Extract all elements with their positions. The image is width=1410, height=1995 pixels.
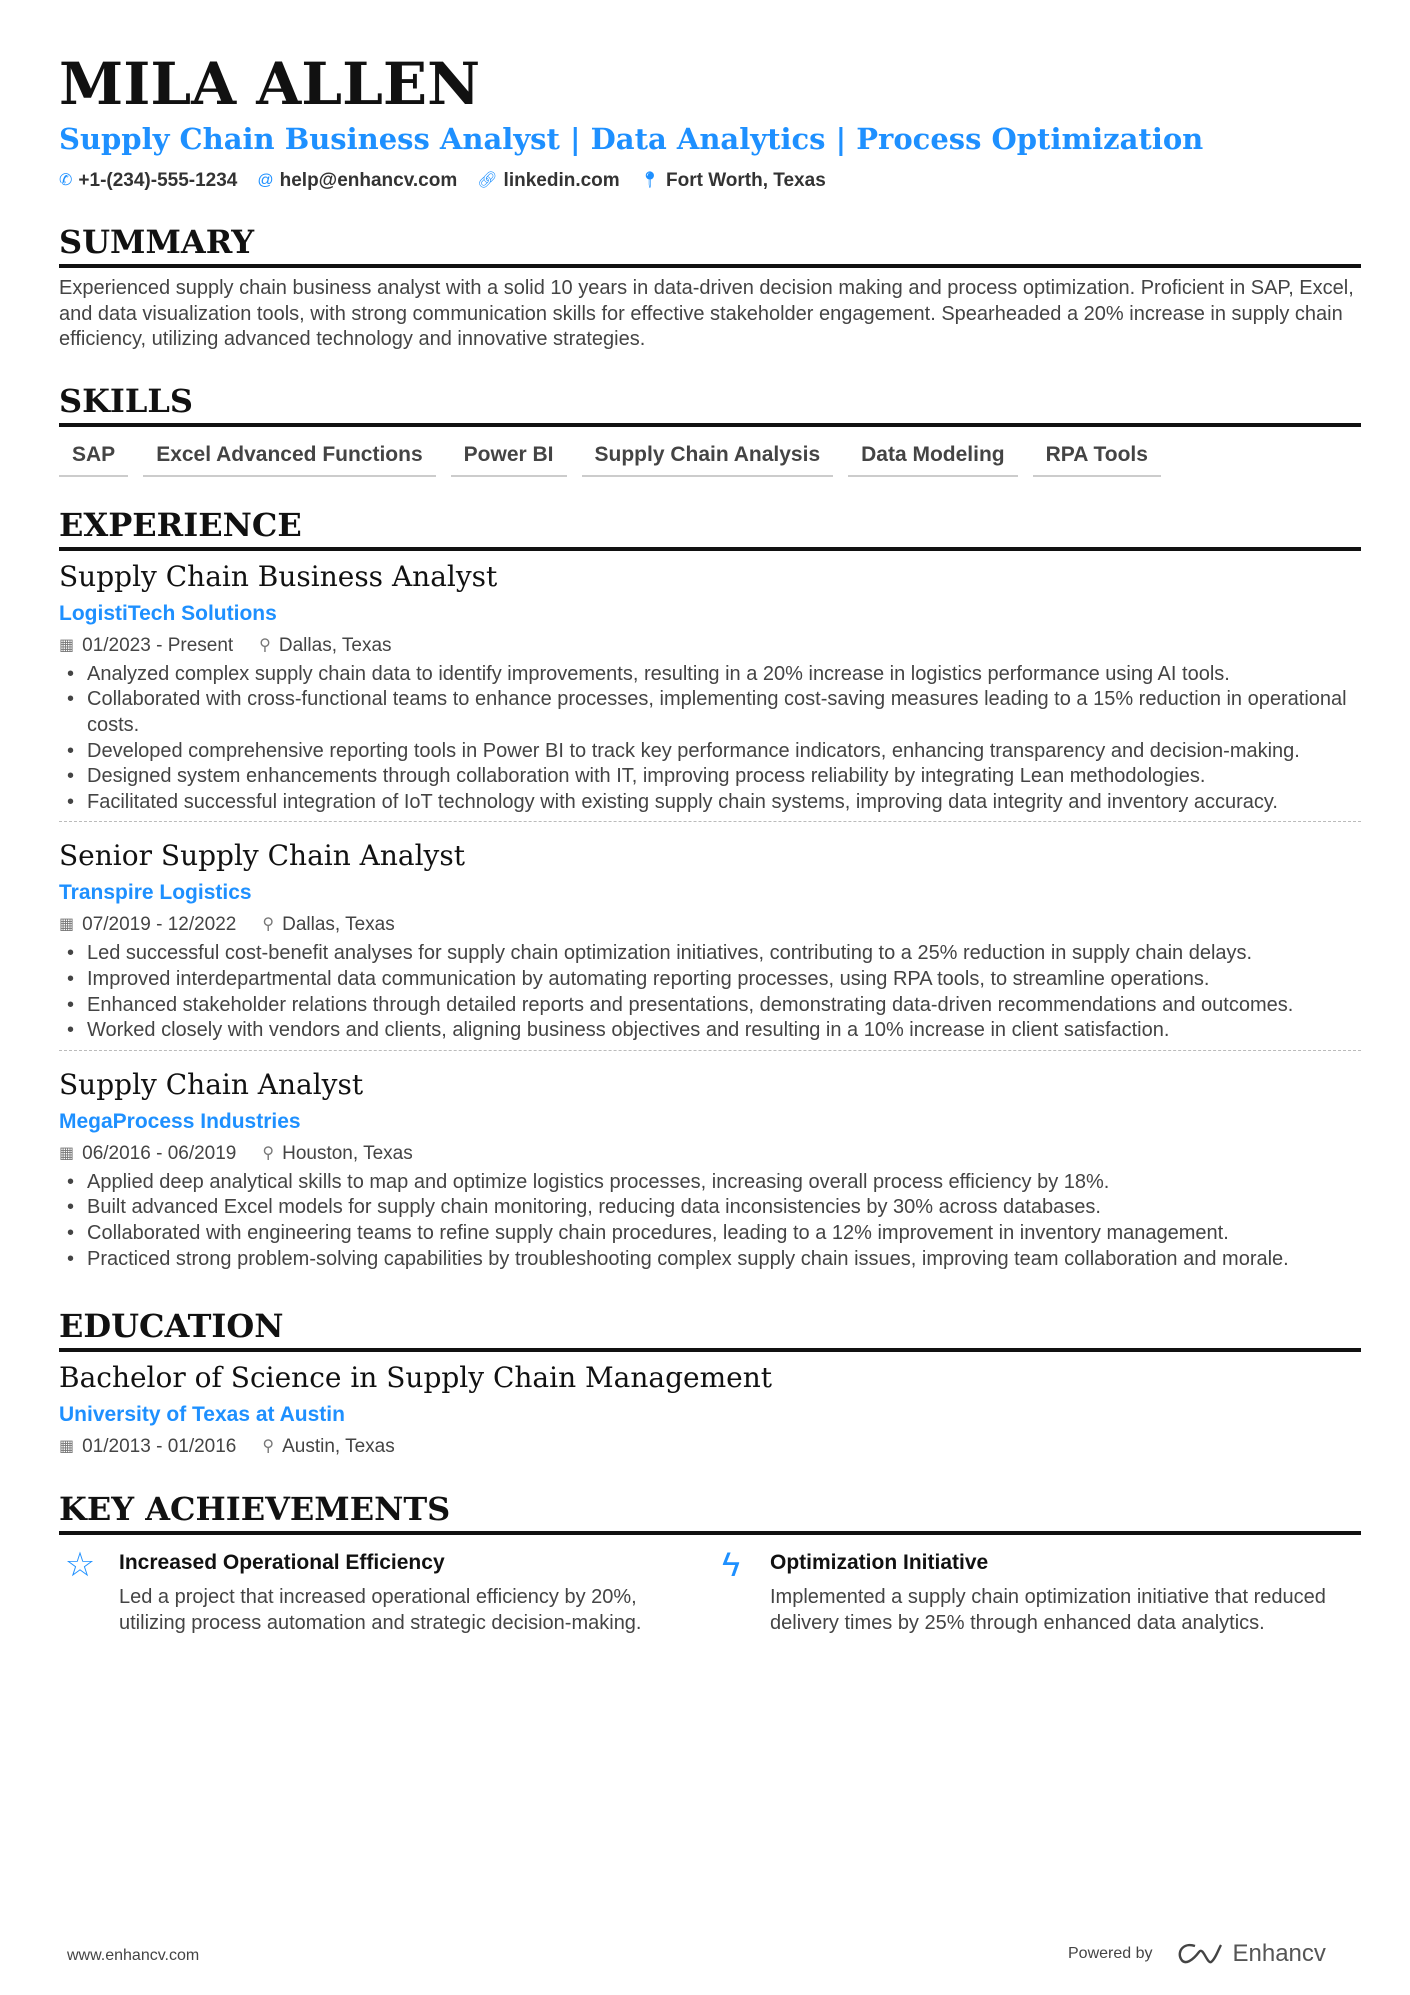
section-title: KEY ACHIEVEMENTS: [59, 1489, 1361, 1535]
section-title: EDUCATION: [59, 1306, 1361, 1352]
link-icon: 🔗︎: [477, 172, 498, 189]
contact-phone: [59, 168, 237, 194]
phone-text: +1-(234)-555-1234: [78, 170, 238, 191]
achievements-section: [59, 1489, 1361, 1636]
job-dates: 06/2016 - 06/2019: [82, 1142, 237, 1164]
skill-tag: Data Modeling: [848, 437, 1018, 477]
location-icon: ⚲: [259, 636, 271, 654]
achievement-item: [59, 1547, 710, 1636]
powered-by: Powered by: [1068, 1945, 1153, 1962]
job-bullet: • Applied deep analytical skills to map and optimize logistics processes, increasing overall process efficiency by 18%.: [59, 1170, 1361, 1196]
job-bullet: • Analyzed complex supply chain data to identify improvements, resulting in a 20% increase in logistics performance using AI tools.: [59, 662, 1361, 688]
location-icon: ⚲: [262, 1144, 275, 1162]
summary-section: [59, 222, 1361, 353]
job-dates: 01/2023 - Present: [82, 634, 234, 656]
contact-linkedin[interactable]: [477, 168, 619, 194]
calendar-icon: ▦: [59, 1144, 75, 1162]
job-bullet: • Facilitated successful integration of IoT technology with existing supply chain systems, improving data integrity and inventory accuracy.: [59, 790, 1361, 816]
bolt-icon: ϟ: [722, 1546, 740, 1585]
job-bullet: • Collaborated with cross-functional teams to enhance processes, implementing cost-saving measures leading to a 15% reduction in operational costs.: [59, 687, 1361, 738]
enhancv-logo-icon: [1177, 1942, 1223, 1966]
job-location: Houston, Texas: [282, 1142, 413, 1164]
section-title: SKILLS: [59, 381, 1361, 427]
job-location: Dallas, Texas: [278, 634, 392, 656]
calendar-icon: ▦: [59, 916, 75, 934]
brand-name: Enhancv: [1232, 1940, 1326, 1967]
skill-tag: Excel Advanced Functions: [143, 437, 435, 477]
job-bullet: • Led successful cost-benefit analyses for supply chain optimization initiatives, contributing to a 25% reduction in supply chain delays.: [59, 941, 1361, 967]
job-bullet: • Enhanced stakeholder relations through detailed reports and presentations, demonstrating data-driven recommendations and outcomes.: [59, 993, 1361, 1019]
contact-list: [59, 168, 1361, 194]
achievement-desc: Implemented a supply chain optimization initiative that reduced delivery times by 25% through enhanced data analytics.: [770, 1586, 1326, 1634]
job-entry: [59, 821, 1361, 1049]
calendar-icon: ▦: [59, 1438, 75, 1456]
edu-dates: 01/2013 - 01/2016: [82, 1436, 237, 1458]
at-icon: @: [257, 172, 274, 189]
job-title: Senior Supply Chain Analyst: [59, 839, 465, 873]
contact-email[interactable]: [257, 168, 457, 194]
contact-location: [640, 168, 826, 194]
job-bullet: • Built advanced Excel models for supply chain monitoring, reducing data inconsistencies by 30% across databases.: [59, 1195, 1361, 1221]
skill-tag: RPA Tools: [1033, 437, 1161, 477]
education-section: [59, 1306, 1361, 1461]
footer-brand: [1068, 1940, 1326, 1968]
job-location: Dallas, Texas: [282, 914, 395, 936]
company-name: Transpire Logistics: [59, 881, 252, 905]
achievement-title: Optimization Initiative: [770, 1551, 989, 1575]
location-text: Fort Worth, Texas: [666, 170, 826, 191]
skill-tag: SAP: [59, 437, 128, 477]
job-title: Supply Chain Analyst: [59, 1067, 364, 1101]
linkedin-text[interactable]: linkedin.com: [503, 170, 620, 191]
section-title: SUMMARY: [59, 222, 1361, 268]
degree: Bachelor of Science in Supply Chain Management: [59, 1361, 773, 1395]
skill-tag: Power BI: [451, 437, 567, 477]
edu-location: Austin, Texas: [282, 1436, 395, 1458]
company-name: MegaProcess Industries: [59, 1109, 301, 1133]
summary-text: Experienced supply chain business analyst with a solid 10 years in data-driven decision making and process optimization. Proficient in SAP, Excel, and data visualization tools, with strong communication skills for effective stakeholder engagement. Spearheaded a 20% increase in supply chain efficiency, utilizing advanced technology and innovative strategies.: [59, 277, 1354, 351]
achievement-item: [710, 1547, 1361, 1636]
job-entry: [59, 1050, 1361, 1278]
job-title: Supply Chain Business Analyst: [59, 559, 498, 593]
achievement-title: Increased Operational Efficiency: [119, 1551, 445, 1575]
job-bullet: • Worked closely with vendors and clients, aligning business objectives and resulting in a 10% increase in client satisfaction.: [59, 1018, 1361, 1044]
location-icon: ⚲: [262, 1438, 275, 1456]
job-bullet: • Practiced strong problem-solving capabilities by troubleshooting complex supply chain issues, improving team collaboration and morale.: [59, 1247, 1361, 1273]
email-text[interactable]: help@enhancv.com: [279, 170, 458, 191]
skills-section: [59, 381, 1361, 477]
achievement-desc: Led a project that increased operational efficiency by 20%, utilizing process automation and strategic decision-making.: [119, 1586, 642, 1634]
footer-url[interactable]: www.enhancv.com: [67, 1947, 200, 1964]
star-icon: ☆: [64, 1546, 96, 1585]
candidate-name: MILA ALLEN: [59, 50, 481, 118]
job-entry: [59, 557, 1361, 822]
calendar-icon: ▦: [59, 636, 75, 654]
job-bullet: • Collaborated with engineering teams to refine supply chain procedures, leading to a 12% improvement in inventory management.: [59, 1221, 1361, 1247]
location-icon: 📍︎: [639, 172, 660, 189]
location-icon: ⚲: [262, 916, 275, 934]
job-bullet: • Designed system enhancements through collaboration with IT, improving process reliability by integrating Lean methodologies.: [59, 764, 1361, 790]
resume: [59, 48, 1361, 1636]
experience-section: [59, 505, 1361, 1278]
job-bullet: • Improved interdepartmental data communication by automating reporting processes, using RPA tools, to streamline operations.: [59, 967, 1361, 993]
job-dates: 07/2019 - 12/2022: [82, 914, 237, 936]
candidate-title: Supply Chain Business Analyst | Data Analytics | Process Optimization: [59, 122, 1204, 156]
section-title: EXPERIENCE: [59, 505, 1361, 551]
skill-tag: Supply Chain Analysis: [582, 437, 834, 477]
job-bullet: • Developed comprehensive reporting tools in Power BI to track key performance indicators, enhancing transparency and decision-making.: [59, 739, 1361, 765]
phone-icon: ✆: [59, 172, 73, 189]
company-name: LogistiTech Solutions: [59, 601, 277, 625]
school: University of Texas at Austin: [59, 1403, 345, 1427]
